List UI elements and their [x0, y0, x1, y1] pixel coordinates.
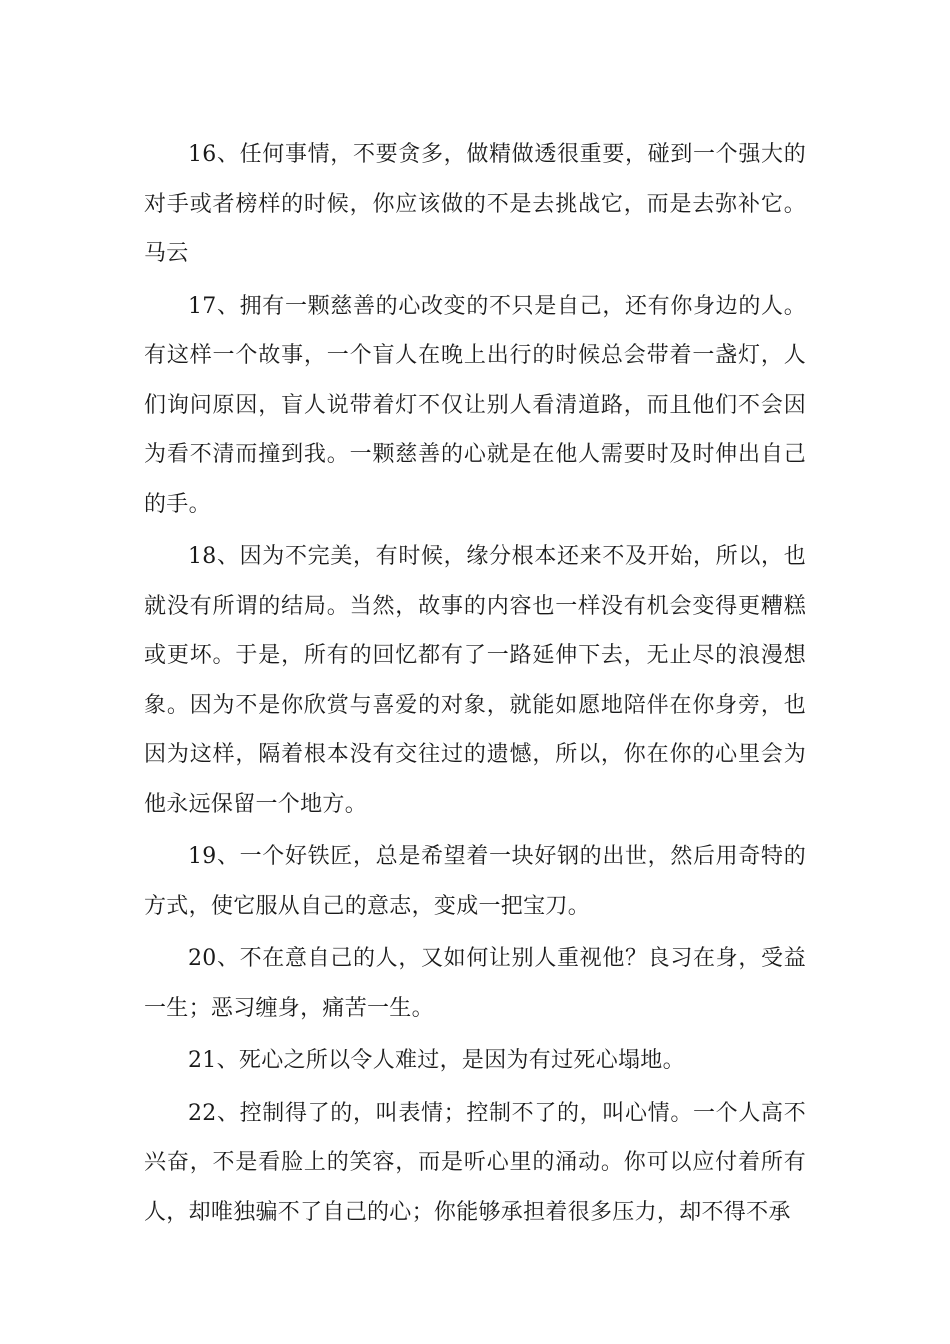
paragraph-17: 17、拥有一颗慈善的心改变的不只是自己，还有你身边的人。有这样一个故事，一个盲人在晚上出行的时候总会带着一盏灯，人们询问原因，盲人说带着灯不仅让别人看清道路，而且他们不会因为看不清而撞到我。一颗慈善的心就是在他人需要时及时伸出自己的手。 — [144, 293, 806, 517]
paragraph-19: 19、一个好铁匠，总是希望着一块好钢的出世，然后用奇特的方式，使它服从自己的意志，变成一把宝刀。 — [144, 844, 806, 919]
paragraph-20: 20、不在意自己的人，又如何让别人重视他？良习在身，受益一生；恶习缠身，痛苦一生。 — [144, 946, 806, 1021]
paragraph-22: 22、控制得了的，叫表情；控制不了的，叫心情。一个人高不兴奋，不是看脸上的笑容，而是听心里的涌动。你可以应付着所有人，却唯独骗不了自己的心；你能够承担着很多压力，却不得不承 — [144, 1100, 806, 1225]
paragraph-18: 18、因为不完美，有时候，缘分根本还来不及开始，所以，也就没有所谓的结局。当然，故事的内容也一样没有机会变得更糟糕或更坏。于是，所有的回忆都有了一路延伸下去，无止尽的浪漫想象。因为不是你欣赏与喜爱的对象，就能如愿地陪伴在你身旁，也因为这样，隔着根本没有交往过的遗憾，所以，你在你的心里会为他永远保留一个地方。 — [144, 544, 806, 817]
paragraph-21: 21、死心之所以令人难过，是因为有过死心塌地。 — [188, 1048, 685, 1073]
paragraph-16: 16、任何事情，不要贪多，做精做透很重要，碰到一个强大的对手或者榜样的时候，你应该做的不是去挑战它，而是去弥补它。马云 — [144, 142, 806, 266]
document-page — [144, 130, 806, 1240]
